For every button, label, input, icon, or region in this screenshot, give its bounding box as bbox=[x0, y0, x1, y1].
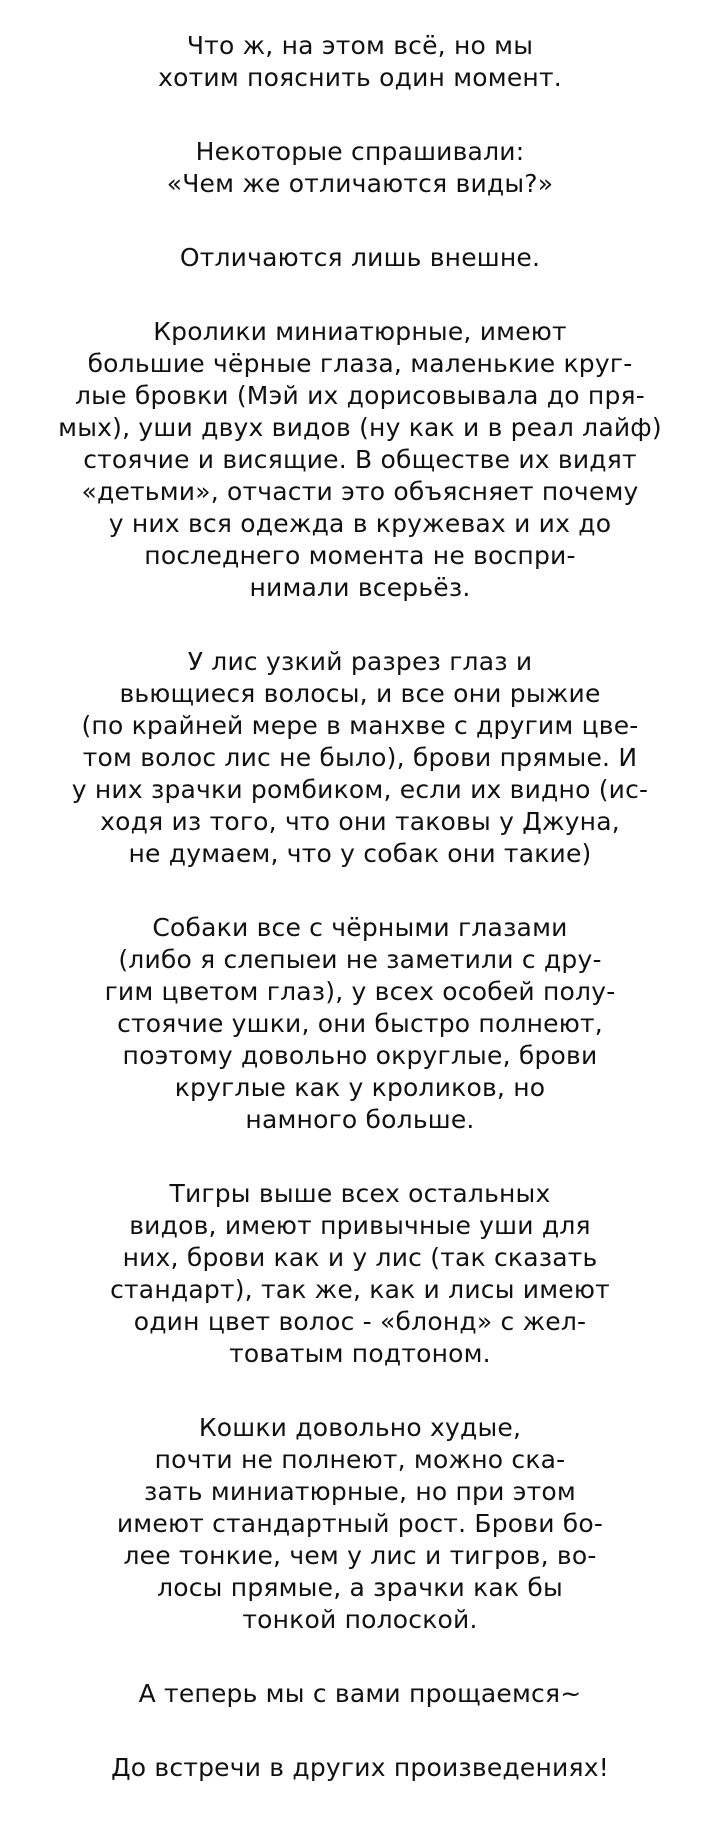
paragraph-gap bbox=[0, 870, 720, 912]
paragraph-question bbox=[40, 136, 680, 200]
text-line: один цвет волос - «блонд» с жел- bbox=[133, 1307, 587, 1336]
text-line: у них вся одежда в кружевах и их до bbox=[108, 509, 612, 538]
text-line: «Чем же отличаются виды?» bbox=[166, 169, 554, 198]
text-line: нимали всерьёз. bbox=[249, 573, 471, 602]
text-line: мых), уши двух видов (ну как и в реал лайф) bbox=[58, 413, 662, 442]
text-line: поэтому довольно округлые, брови bbox=[122, 1041, 598, 1070]
text-line: стандарт), так же, как и лисы имеют bbox=[110, 1275, 610, 1304]
text-line: Тигры выше всех остальных bbox=[169, 1179, 551, 1208]
text-line: До встречи в других произведениях! bbox=[111, 1753, 609, 1782]
paragraph-answer bbox=[40, 242, 680, 274]
text-line: хотим пояснить один момент. bbox=[158, 63, 562, 92]
text-line: (по крайней мере в манхве с другим цве- bbox=[81, 711, 639, 740]
paragraph-farewell bbox=[40, 1678, 680, 1710]
text-line: Отличаются лишь внешне. bbox=[179, 243, 541, 272]
text-line: у них зрачки ромбиком, если их видно (ис- bbox=[71, 775, 649, 804]
paragraph-dogs bbox=[40, 912, 680, 1136]
text-line: товатым подтоном. bbox=[229, 1339, 491, 1368]
text-line: зать миниатюрные, но при этом bbox=[144, 1477, 576, 1506]
paragraph-intro bbox=[40, 30, 680, 94]
text-line: лые бровки (Мэй их дорисовывала до пря- bbox=[75, 381, 645, 410]
paragraph-tigers bbox=[40, 1178, 680, 1370]
paragraph-gap bbox=[0, 1370, 720, 1412]
paragraph-gap bbox=[0, 274, 720, 316]
text-line: «детьми», отчасти это объясняет почему bbox=[81, 477, 639, 506]
text-line: круглые как у кроликов, но bbox=[174, 1073, 546, 1102]
paragraph-rabbits bbox=[40, 316, 680, 604]
text-line: вьющиеся волосы, и все они рыжие bbox=[119, 679, 601, 708]
text-line: Кошки довольно худые, bbox=[198, 1413, 522, 1442]
paragraph-gap bbox=[0, 1136, 720, 1178]
text-line: тонкой полоской. bbox=[242, 1605, 478, 1634]
text-line: видов, имеют привычные уши для bbox=[129, 1211, 591, 1240]
text-line: имеют стандартный рост. Брови бо- bbox=[116, 1509, 604, 1538]
text-line: гим цветом глаз), у всех особей полу- bbox=[104, 977, 616, 1006]
paragraph-gap bbox=[0, 94, 720, 136]
text-line: лосы прямые, а зрачки как бы bbox=[157, 1573, 563, 1602]
text-line: У лис узкий разрез глаз и bbox=[187, 647, 533, 676]
text-line: Что ж, на этом всё, но мы bbox=[186, 31, 534, 60]
text-line: последнего момента не воспри- bbox=[144, 541, 576, 570]
text-line: ходя из того, что они таковы у Джуна, bbox=[100, 807, 620, 836]
text-line: А теперь мы с вами прощаемся~ bbox=[138, 1679, 582, 1708]
paragraph-closing bbox=[40, 1752, 680, 1784]
text-line: большие чёрные глаза, маленькие круг- bbox=[87, 349, 633, 378]
paragraph-gap bbox=[0, 200, 720, 242]
paragraph-gap bbox=[0, 1636, 720, 1678]
paragraph-gap bbox=[0, 1710, 720, 1752]
paragraph-cats bbox=[40, 1412, 680, 1636]
text-line: не думаем, что у собак они такие) bbox=[128, 839, 592, 868]
text-line: Собаки все с чёрными глазами bbox=[152, 913, 568, 942]
paragraph-gap bbox=[0, 604, 720, 646]
text-line: (либо я слепыеи не заметили с дру- bbox=[118, 945, 602, 974]
text-line: том волос лис не было), брови прямые. И bbox=[82, 743, 638, 772]
text-line: них, брови как и у лис (так сказать bbox=[122, 1243, 598, 1272]
text-line: Кролики миниатюрные, имеют bbox=[153, 317, 567, 346]
text-line: стоячие и висящие. В обществе их видят bbox=[83, 445, 637, 474]
paragraph-foxes bbox=[40, 646, 680, 870]
text-line: почти не полнеют, можно ска- bbox=[154, 1445, 566, 1474]
text-line: лее тонкие, чем у лис и тигров, во- bbox=[123, 1541, 597, 1570]
text-line: намного больше. bbox=[245, 1105, 475, 1134]
text-line: Некоторые спрашивали: bbox=[195, 137, 525, 166]
text-line: стоячие ушки, они быстро полнеют, bbox=[117, 1009, 603, 1038]
